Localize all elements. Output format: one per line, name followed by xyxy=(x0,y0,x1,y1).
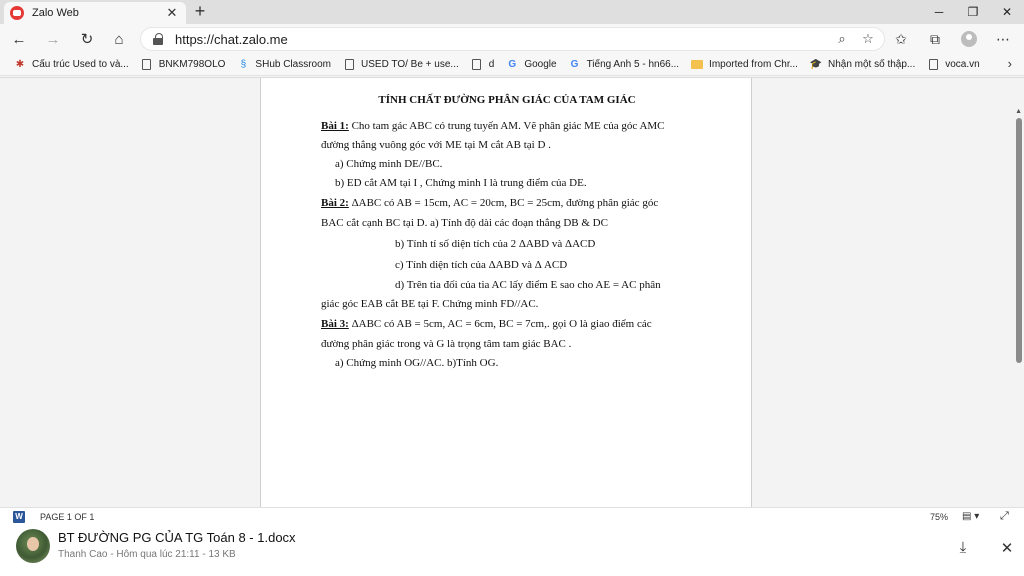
window-controls xyxy=(922,0,1024,24)
more-options-icon[interactable]: ⋯ xyxy=(996,30,1010,47)
bookmark-item[interactable] xyxy=(500,55,562,75)
google-icon: G xyxy=(508,59,517,70)
file-name: BT ĐƯỜNG PG CỦA TG Toán 8 - 1.docx xyxy=(58,530,296,545)
bookmark-item[interactable] xyxy=(8,55,135,75)
tab-title: Zalo Web xyxy=(32,7,79,19)
file-meta: Thanh Cao - Hôm qua lúc 21:11 - 13 KB xyxy=(58,549,236,560)
bookmark-label: USED TO/ Be + use... xyxy=(361,59,459,70)
document-viewer xyxy=(0,77,1024,507)
exercise-1-line: Bài 1: Cho tam gác ABC có trung tuyến AM. Vẽ phân giác ME của góc AMC xyxy=(321,120,665,132)
folder-icon xyxy=(691,59,703,71)
bookmark-item[interactable] xyxy=(465,55,501,75)
view-mode-icon[interactable]: ▤ ▾ xyxy=(962,511,980,522)
shub-icon: § xyxy=(240,59,247,70)
restore-icon[interactable]: ❐ xyxy=(967,5,979,19)
page-icon xyxy=(471,59,483,71)
profile-icon[interactable] xyxy=(958,28,980,50)
tab-strip xyxy=(0,0,1024,24)
zoom-icon[interactable]: ⌕ xyxy=(838,31,846,46)
bookmark-label: Cấu trúc Used to và... xyxy=(32,59,129,70)
page-icon xyxy=(141,59,153,71)
close-window-icon[interactable]: ✕ xyxy=(1001,5,1013,19)
document-title: TÍNH CHẤT ĐƯỜNG PHÂN GIÁC CỦA TAM GIÁC xyxy=(378,94,636,106)
favorite-star-icon[interactable]: ☆ xyxy=(862,31,874,46)
bookmark-item[interactable] xyxy=(563,55,685,75)
browser-toolbar xyxy=(890,28,1014,50)
chevron-right-icon[interactable]: › xyxy=(1007,56,1012,71)
bookmark-item[interactable] xyxy=(135,55,232,75)
zoom-level[interactable]: 75% xyxy=(930,512,949,522)
forward-arrow-icon[interactable]: → xyxy=(45,30,61,48)
exercise-2-part-c: c) Tính diện tích của ΔABD và Δ ACD xyxy=(395,259,568,271)
exercise-2-line: Bài 2: ΔABC có AB = 15cm, AC = 20cm, BC = 25cm, đường phân giác góc xyxy=(321,197,659,209)
new-tab-button[interactable]: + xyxy=(194,1,206,21)
exercise-1-part-a: a) Chứng minh DE//BC. xyxy=(335,158,443,170)
back-arrow-icon[interactable]: ← xyxy=(11,30,27,48)
exercise-3-parts: a) Chứng minh OG//AC. b)Tính OG. xyxy=(335,357,499,369)
bookmark-item[interactable] xyxy=(337,55,465,75)
avatar xyxy=(16,529,50,563)
bookmark-label: d xyxy=(488,59,495,70)
minimize-icon[interactable]: ─ xyxy=(934,5,944,19)
lock-icon xyxy=(153,33,163,45)
bookmark-label: BNKM798OLO xyxy=(158,59,226,70)
bookmark-item[interactable] xyxy=(804,55,921,75)
bookmark-label: SHub Classroom xyxy=(255,59,332,70)
word-document-icon: W xyxy=(13,511,25,523)
exercise-1-line-2: đường thẳng vuông góc với ME tại M cắt AB tại D . xyxy=(321,139,551,151)
bookmark-label: Google xyxy=(524,59,557,70)
address-bar[interactable] xyxy=(140,27,885,51)
google-icon: G xyxy=(570,59,579,70)
page-icon xyxy=(343,59,355,71)
page-icon xyxy=(927,59,939,71)
bookmarks-bar xyxy=(0,54,1024,76)
vertical-scrollbar[interactable] xyxy=(1014,78,1024,508)
home-icon[interactable]: ⌂ xyxy=(114,30,124,48)
bookmark-item[interactable] xyxy=(685,55,804,75)
file-info-bar xyxy=(0,527,1024,576)
bookmark-label: Imported from Chr... xyxy=(709,59,798,70)
exercise-1-part-b: b) ED cắt AM tại I , Chứng minh I là trung điểm của DE. xyxy=(335,177,587,189)
scrollbar-thumb[interactable] xyxy=(1016,118,1022,363)
fullscreen-icon[interactable]: ⤢ xyxy=(1000,510,1009,522)
exercise-2-line-2: BAC cắt cạnh BC tại D. a) Tính độ dài các đoạn thẳng DB & DC xyxy=(321,217,608,229)
exercise-3-line-2: đường phân giác trong và G là trọng tâm tam giác BAC . xyxy=(321,338,572,350)
exercise-2-part-d: d) Trên tia đối của tia AC lấy điểm E sao cho AE = AC phân xyxy=(395,279,661,291)
close-icon[interactable]: ✕ xyxy=(1000,540,1014,557)
graduation-cap-icon: 🎓 xyxy=(809,59,823,70)
url-text: https://chat.zalo.me xyxy=(175,31,288,47)
collections-icon[interactable]: ⧉ xyxy=(930,30,940,47)
page-count: PAGE 1 OF 1 xyxy=(40,512,95,522)
bookmark-label: Tiếng Anh 5 - hn66... xyxy=(586,59,680,70)
bookmark-item[interactable] xyxy=(231,55,337,75)
exercise-2-part-d-line-2: giác góc EAB cắt BE tại F. Chứng minh FD//AC. xyxy=(321,298,539,310)
exercise-3-line: Bài 3: ΔABC có AB = 5cm, AC = 6cm, BC = 7cm,. gọi O là giao điểm các xyxy=(321,318,652,330)
navigation-bar xyxy=(0,24,1024,54)
favorites-icon[interactable]: ✩ xyxy=(895,30,907,47)
close-tab-icon[interactable]: ✕ xyxy=(166,5,178,20)
bookmark-item[interactable] xyxy=(921,55,985,75)
download-icon[interactable]: ⤓ xyxy=(959,539,967,556)
document-page xyxy=(260,78,752,508)
bookmark-label: Nhận một số thập... xyxy=(827,59,916,70)
star-burst-icon: ✱ xyxy=(15,59,25,70)
exercise-2-part-b: b) Tính tỉ số diện tích của 2 ΔABD và ΔACD xyxy=(395,238,596,250)
bookmark-label: voca.vn xyxy=(945,59,980,70)
zalo-favicon-icon xyxy=(10,6,24,20)
viewer-status-bar xyxy=(0,507,1024,527)
scroll-up-arrow-icon[interactable]: ▲ xyxy=(1015,108,1022,115)
tab-zalo-web[interactable] xyxy=(4,2,186,24)
reload-icon[interactable]: ↻ xyxy=(80,31,94,48)
address-bar-actions xyxy=(834,31,876,47)
